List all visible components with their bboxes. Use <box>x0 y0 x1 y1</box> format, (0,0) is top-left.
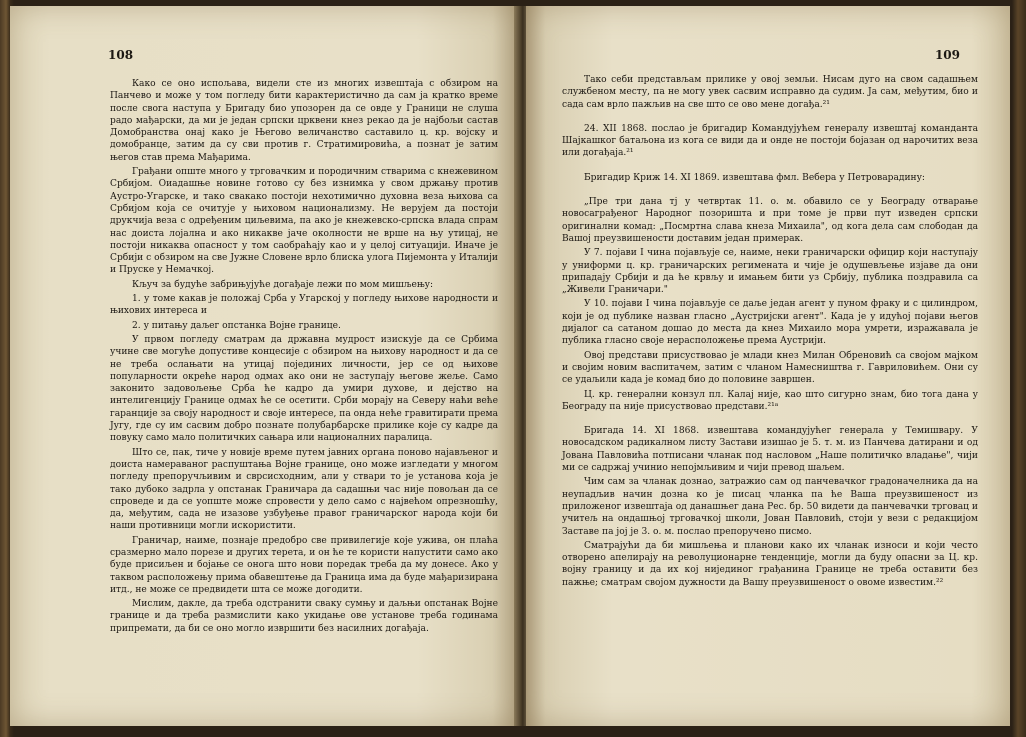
paragraph: У првом погледу сматрам да државна мудрост изискује да се Србима учине све могуће допустиве концесије с обзиром на њихову народност и да се не треба ослањати на утицај појединих личности, јер се од њихове популарности окреће народ одмах ако они не заступају његове жеље. Само законито задовољење Срба ће кадро да умири духове, и дејство на интелигенцију Границе одмах ће се осетити. Срби морају на Северу наћи веће гаранције за своју народност и своје интересе, па онда неће гравитирати према Југу, где су им сасвим добро познате полубарбарске прилике које су кадре да повуку само мало политичких сањара или националних паралица. <box>110 334 498 444</box>
right-page-text <box>562 74 978 591</box>
paragraph: 2. у питању даљег опстанка Војне границе. <box>132 320 341 331</box>
paragraph: Како се оно испољава, видели сте из многих извештаја с обзиром на Панчево и може у том погледу бити карактеристично да сам ја кратко време после свога наступа у Бригаду био упозорен да се овде у Граници не слуша радо мађарски, да ми је један српски црквени кнез рекао да је најбољи састав Домобранства онај како је Његово величанство саставило ц. кр. војску и домобранце, затим да су сви против г. Стратимировића, а познат је затим његов став према Мађарима. <box>110 79 498 163</box>
left-page-text <box>110 78 498 637</box>
paragraph: 24. XII 1868. послао је бригадир Командујућем генералу извештај команданта Шајкашког батаљона из кога се види да и онде не постоји бојазан од нарочитих веза или догађаја.²¹ <box>562 123 978 159</box>
paragraph: Бригадир Криж 14. XI 1869. извештава фмл. Вебера у Петроварадину: <box>584 172 925 183</box>
paragraph: Сматрајући да би мишљења и планови како их чланак износи и који често отворено апелирају на револуционарне тенденције, могли да буду опасни за Ц. кр. војну границу и да их кој нијединог грађанина Границе не треба оставити без пажње; сматрам својом дужности да Вашу преузвишеност о овоме известим.²² <box>562 540 978 588</box>
paragraph: Бригада 14. XI 1868. извештава командујућег генерала у Темишвару. У новосадском радикалном листу Застави изишао је 5. т. м. из Панчева датирани и од Јована Павловића потписани чланак под насловом „Наше политичко владање", чији ми се садржај учинио непојмљивим и чији превод шаљем. <box>562 426 978 474</box>
page-number-left: 108 <box>108 48 134 62</box>
paragraph: Граничар, наиме, познаје предобро све привилегије које ужива, он плаћа сразмерно мало порезе и других терета, и он ће те користи напустити само ако буде присиљен и бојање се онога што нови поредак треба да му донесе. Ако у таквом расположењу прима обавештење да Граница има да буде мађаризирана итд., не може се предвидети шта се може догодити. <box>110 535 498 595</box>
paragraph: Што се, пак, тиче у новије време путем јавних органа поново најављеног и доиста намераваног распуштања Војне границе, оно може изгледати у многом погледу препоручљивим и сврсисходним, али у ствари то је установа која је тако дубоко задрла у опстанак Граничара да садашњи час није повољан да се спроведе и да се уопште може спровести у дело само с највећом опрезношћу, да, међутим, сада не изазове узбуђење правог граничарског народа који би наши противници могли искористити. <box>110 447 498 532</box>
paragraph: Ц. кр. генерални конзул пл. Калај није, као што сигурно знам, био тога дана у Београду па није присуствовао представи.²¹ᵃ <box>562 389 978 412</box>
paragraph: У 7. појави I чина појављује се, наиме, неки граничарски официр који наступају у униформи ц. кр. граничарских регимената и чије је одушевљење изјаве да они припадају Србији и да ће крвљу и имањем бити уз Србију, публика поздравила са „Живели Граничари." <box>562 248 978 296</box>
paragraph: Грађани опште много у трговачким и породичним стварима с кнежевином Србијом. Оиадашње новине готово су без изнимка у свом држању против Аустро-Угарске, и тако свакако постоји нехотимично духовна веза њихова са Србијом која се очитује у њиховом национализму. Не верујем да постоји друкчија веза с одређеним циљевима, па ако је кнежевско-српска влада спрам нас доиста лојална и ако никакве јаче околности не врше на њу утицај, не постоји никаква опасност у том саобраћају као и у целој ситуацији. Иначе је Србији с обзиром на све Јужне Словене врло блиска улога Пијемонта у Италији и Пруске у Немачкој. <box>110 167 498 276</box>
paragraph: „Пре три дана тј у четвртак 11. о. м. обавило се у Београду отварање новосаграђеног Народног позоришта и при томе је први пут изведен српски оригинални комад: „Посмртна слава кнеза Михаила", од кога дела сам слободан да Вашој преузвишености доставим један примерак. <box>562 197 978 244</box>
left-page <box>10 6 518 726</box>
paragraph: 1. у томе какав је положај Срба у Угарској у погледу њихове народности и њихових интереса и <box>110 294 498 317</box>
page-number-right: 109 <box>934 48 960 62</box>
paragraph: У 10. појави I чина појављује се даље један агент у пуном фраку и с цилиндром, који је од публике назван гласно „Аустријски агент". Када је у идућој појави његов дијалог са сатаном дошао до места да кнез Михаило мора умрети, изражавала је публика гласно своје нерасположење према Аустрији. <box>562 299 978 347</box>
right-page <box>526 6 1010 726</box>
paragraph: Чим сам за чланак дознао, затражио сам од панчевачког градоначелника да на неупадљив начин дозна ко је писац чланка па ће Ваша преузвишеност из приложеног извештаја од данашњег дана Рес. бр. 50 видети да панчевачки трговац и учитељ на ондашњој трговачкој школи, Јован Павловић, стоји у вези с редакцијом Заставе па јој је 3. о. м. послао препоручено писмо. <box>562 477 978 537</box>
paragraph: Тако себи представљам прилике у овој земљи. Нисам дуго на свом садашњем службеном месту, па не могу увек сасвим исправно да судим. Ја сам, међутим, био и сада сам врло пажљив на све што се ово мене догађа.²¹ <box>562 75 978 110</box>
paragraph: Мислим, дакле, да треба одстранити сваку сумњу и даљњи опстанак Војне границе и да треба размислити како укидање ове установе треба годинама припремати, да би се оно могло извршити без насилних догађаја. <box>110 599 498 634</box>
paragraph: Овој представи присуствовао је млади кнез Милан Обреновић са својом мајком и својим новим васпитачем, затим с чланом Намесништва г. Гавриловићем. Они су се удаљили када је комад био до половине завршен. <box>562 350 978 386</box>
paragraph: Кључ за будуће забрињујуће догађаје лежи по мом мишљењу: <box>132 279 434 290</box>
